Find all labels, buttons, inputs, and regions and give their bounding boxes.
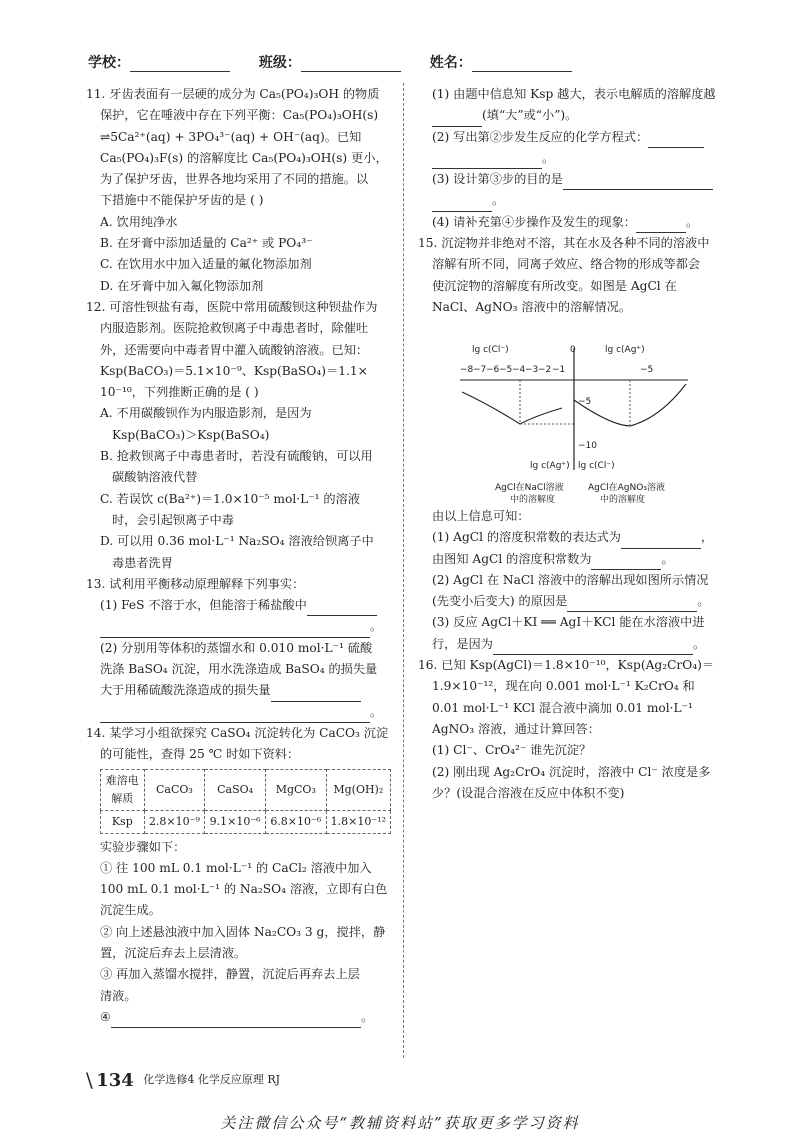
table-row [101, 810, 391, 833]
x-tick-label: −8 [460, 365, 474, 375]
q14-step1-cont: 100 mL 0.1 mol·L⁻¹ 的 Na₂SO₄ 溶液，立即有白色 [100, 882, 388, 897]
column-divider [403, 83, 404, 1058]
right-column-lower [418, 506, 723, 804]
q12-option-a: A. 不用碳酸钡作为内服造影剂，是因为 [100, 406, 312, 421]
q16-line: AgNO₃ 溶液，通过计算回答： [432, 721, 600, 736]
q14-part2-line: 。 [418, 148, 723, 169]
q11-line: Ca₅(PO₄)₃F(s) 的溶解度比 Ca₅(PO₄)₃OH(s) 更小， [100, 150, 388, 165]
name-field[interactable] [472, 57, 572, 72]
answer-blank[interactable] [636, 219, 686, 233]
x-tick-label: −6 [486, 365, 500, 375]
q16-line: 0.01 mol·L⁻¹ KCl 混合液中滴加 0.01 mol·L⁻¹ [432, 700, 693, 715]
q12-option-b: B. 抢救钡离子中毒患者时，若没有硫酸钠，可以用 [100, 449, 373, 464]
answer-blank[interactable] [493, 641, 693, 655]
q14-step3: ③ 再加入蒸馏水搅拌，静置，沉淀后再弃去上层 [100, 967, 360, 982]
class-field[interactable] [301, 57, 401, 72]
page-number: 134 [96, 1069, 134, 1091]
table-header-cell: MgCO₃ [265, 769, 326, 810]
q11-line: 为了保护牙齿，世界各地均采用了不同的措施。以 [100, 172, 369, 187]
q14-step4: ④ 。 [86, 1007, 391, 1028]
promo-note: 关注微信公众号“教辅资料站”获取更多学习资料 [220, 1114, 580, 1132]
q13-part1-answer-line: 。 [86, 616, 391, 637]
q11-line: 下措施中不能保护牙齿的是 ( ) [100, 193, 264, 208]
answer-blank[interactable] [567, 598, 697, 612]
page-footer [86, 1068, 280, 1092]
q15-line: 15. 沉淀物并非绝对不溶，其在水及各种不同的溶液中 [418, 236, 710, 251]
y-tick-label: −10 [578, 441, 597, 451]
caption-right: AgCl在AgNO₃溶液 [588, 483, 665, 493]
answer-blank[interactable] [621, 535, 701, 549]
q12-line: 外，还需要向中毒者胃中灌入硫酸钠溶液。已知： [100, 342, 369, 357]
q15-part2: (2) AgCl 在 NaCl 溶液中的溶解出现如图所示情况 [432, 572, 709, 587]
q11-option-a: A. 饮用纯净水 [100, 214, 178, 229]
x-tick-labels [460, 365, 565, 375]
table-cell: 9.1×10⁻⁶ [205, 810, 266, 833]
q12-option-b-cont: 碳酸钠溶液代替 [112, 470, 198, 485]
answer-blank[interactable] [648, 134, 704, 148]
q14-part2: (2) 写出第②步发生反应的化学方程式： [418, 127, 723, 148]
school-field[interactable] [130, 57, 230, 72]
table-header-cell: CaCO₃ [144, 769, 205, 810]
q12-line: 12. 可溶性钡盐有毒，医院中常用硫酸钡这种钡盐作为 [86, 299, 378, 314]
name-label: 姓名： [429, 55, 472, 71]
q13-part2: (2) 分别用等体积的蒸馏水和 0.010 mol·L⁻¹ 硫酸 [100, 640, 373, 655]
origin-label: 0 [570, 345, 576, 355]
q14-steps: 实验步骤如下： [100, 839, 186, 854]
school-label: 学校： [88, 55, 130, 71]
q14-step1-cont: 沉淀生成。 [100, 903, 161, 918]
left-bottom-label: lg c(Ag⁺) [530, 461, 570, 471]
q15-intro: 由以上信息可知： [432, 509, 530, 523]
q12-option-c: C. 若误饮 c(Ba²⁺)＝1.0×10⁻⁵ mol·L⁻¹ 的溶液 [100, 491, 360, 506]
right-top-label: lg c(Ag⁺) [605, 345, 645, 355]
x-tick-label: −5 [499, 365, 513, 375]
q15-part3: (3) 反应 AgCl＋KI ══ AgI＋KCl 能在水溶液中进 [432, 615, 705, 630]
q12-line: Ksp(BaCO₃)＝5.1×10⁻⁹、Ksp(BaSO₄)＝1.1× [100, 363, 368, 378]
q12-line: 10⁻¹⁰，下列推断正确的是 ( ) [100, 385, 259, 400]
table-cell: 6.8×10⁻⁶ [265, 810, 326, 833]
q14-part1-cont: (填“大”或“小”)。 [418, 105, 723, 126]
q15-part2-cont: (先变小后变大) 的原因是 。 [418, 591, 723, 612]
q15-line: 溶解有所不同，同离子效应、络合物的形成等都会 [432, 257, 701, 272]
q11-option-b: B. 在牙膏中添加适量的 Ca²⁺ 或 PO₄³⁻ [100, 236, 313, 251]
right-bottom-label: lg c(Cl⁻) [578, 461, 615, 471]
q16-part2: (2) 刚出现 Ag₂CrO₄ 沉淀时，溶液中 Cl⁻ 浓度是多 [432, 764, 711, 779]
page-header [88, 52, 728, 72]
class-label: 班级： [258, 55, 301, 71]
q12-option-a-cont: Ksp(BaCO₃)＞Ksp(BaSO₄) [112, 427, 270, 442]
answer-blank[interactable] [111, 1014, 361, 1028]
q14-step2: ② 向上述悬浊液中加入固体 Na₂CO₃ 3 g，搅拌，静 [100, 924, 386, 939]
answer-blank[interactable] [100, 709, 370, 723]
q14-line: 的可能性，查得 25 ℃ 时如下资料： [100, 747, 300, 762]
answer-blank[interactable] [563, 176, 713, 190]
q15-part1: (1) AgCl 的溶度积常数的表达式为 ， [418, 527, 723, 548]
q16-line: 1.9×10⁻¹²，现在向 0.001 mol·L⁻¹ K₂CrO₄ 和 [432, 679, 695, 694]
q12-option-c-cont: 时，会引起钡离子中毒 [112, 512, 234, 527]
right-x-tick: −5 [640, 365, 654, 375]
caption-right: 中的溶解度 [600, 495, 646, 505]
q14-part4: (4) 请补充第④步操作及发生的现象： 。 [418, 212, 723, 233]
footer-slash-icon: \ [86, 1068, 93, 1092]
ksp-table [100, 769, 391, 834]
q11-option-c: C. 在饮用水中加入适量的氟化物添加剂 [100, 257, 312, 272]
caption-left: AgCl在NaCl溶液 [495, 483, 564, 493]
q16-line: 16. 已知 Ksp(AgCl)＝1.8×10⁻¹⁰，Ksp(Ag₂CrO₄)＝ [418, 658, 715, 673]
q15-part3-cont: 行，是因为 。 [418, 634, 723, 655]
q13-part2-line: 大于用稀硫酸洗涤造成的损失量 [86, 680, 391, 701]
left-top-label: lg c(Cl⁻) [472, 345, 509, 355]
q15-line: 使沉淀物的溶解度有所改变。如图是 AgCl 在 [432, 278, 677, 293]
x-tick-label: −3 [525, 365, 539, 375]
q11-option-d: D. 在牙膏中加入氟化物添加剂 [100, 278, 264, 293]
q11-line: 保护，它在唾液中存在下列平衡：Ca₅(PO₄)₃OH(s) [100, 108, 379, 123]
answer-blank[interactable] [432, 113, 482, 127]
q14-step2-cont: 置，沉淀后弃去上层清液。 [100, 945, 247, 960]
table-row-label: Ksp [101, 810, 145, 833]
q14-step3-cont: 清液。 [100, 988, 137, 1003]
q16-part1: (1) Cl⁻、CrO₄²⁻ 谁先沉淀？ [432, 743, 592, 758]
q13-part2-line: 洗涤 BaSO₄ 沉淀，用水洗涤造成 BaSO₄ 的损失量 [100, 662, 378, 677]
x-tick-label: −7 [473, 365, 487, 375]
q11-line: ⇌5Ca²⁺(aq) + 3PO₄³⁻(aq) + OH⁻(aq)。已知 [100, 129, 362, 144]
q14-step1: ① 往 100 mL 0.1 mol·L⁻¹ 的 CaCl₂ 溶液中加入 [100, 860, 372, 875]
table-header-cell: 难溶电解质 [101, 769, 145, 810]
q15-part1-cont: 由图知 AgCl 的溶度积常数为 。 [418, 549, 723, 570]
left-column [86, 84, 391, 1028]
q12-option-d: D. 可以用 0.36 mol·L⁻¹ Na₂SO₄ 溶液给钡离子中 [100, 534, 374, 549]
answer-blank[interactable] [100, 624, 370, 638]
q14-part3: (3) 设计第③步的目的是 [418, 169, 723, 190]
q16-part2-cont: 少？(设混合溶液在反应中体积不变) [432, 785, 625, 800]
x-tick-label: −4 [512, 365, 526, 375]
q14-part3-line: 。 [418, 190, 723, 211]
x-tick-label: −1 [552, 365, 566, 375]
q13-part2-answer-line: 。 [86, 702, 391, 723]
table-cell: 1.8×10⁻¹² [326, 810, 390, 833]
table-header-cell: Mg(OH)₂ [326, 769, 390, 810]
x-tick-label: −2 [538, 365, 552, 375]
nacl-curve [462, 392, 562, 424]
caption-left: 中的溶解度 [510, 495, 556, 505]
answer-blank[interactable] [271, 688, 361, 702]
answer-blank[interactable] [432, 155, 542, 169]
y-tick-label: −5 [578, 397, 592, 407]
answer-blank[interactable] [307, 602, 377, 616]
q13-line: 13. 试利用平衡移动原理解释下列事实： [86, 576, 305, 591]
book-title: 化学选修4 化学反应原理 RJ [143, 1073, 281, 1086]
table-cell: 2.8×10⁻⁹ [144, 810, 205, 833]
q13-part1: (1) FeS 不溶于水，但能溶于稀盐酸中 [86, 595, 391, 616]
q12-option-d-cont: 毒患者洗胃 [112, 555, 173, 570]
table-header-cell: CaSO₄ [205, 769, 266, 810]
answer-blank[interactable] [591, 556, 661, 570]
q12-line: 内服造影剂。医院抢救钡离子中毒患者时，除催吐 [100, 321, 369, 336]
q15-line: NaCl、AgNO₃ 溶液中的溶解情况。 [432, 299, 632, 314]
q11-line: 11. 牙齿表面有一层硬的成分为 Ca₅(PO₄)₃OH 的物质 [86, 87, 380, 101]
q14-line: 14. 某学习小组欲探究 CaSO₄ 沉淀转化为 CaCO₃ 沉淀 [86, 725, 389, 740]
q14-part1: (1) 由题中信息知 Ksp 越大，表示电解质的溶解度越 [432, 87, 716, 101]
right-column [418, 84, 723, 318]
agcl-solubility-graph [460, 340, 700, 510]
answer-blank[interactable] [432, 198, 492, 212]
table-header-row [101, 769, 391, 810]
